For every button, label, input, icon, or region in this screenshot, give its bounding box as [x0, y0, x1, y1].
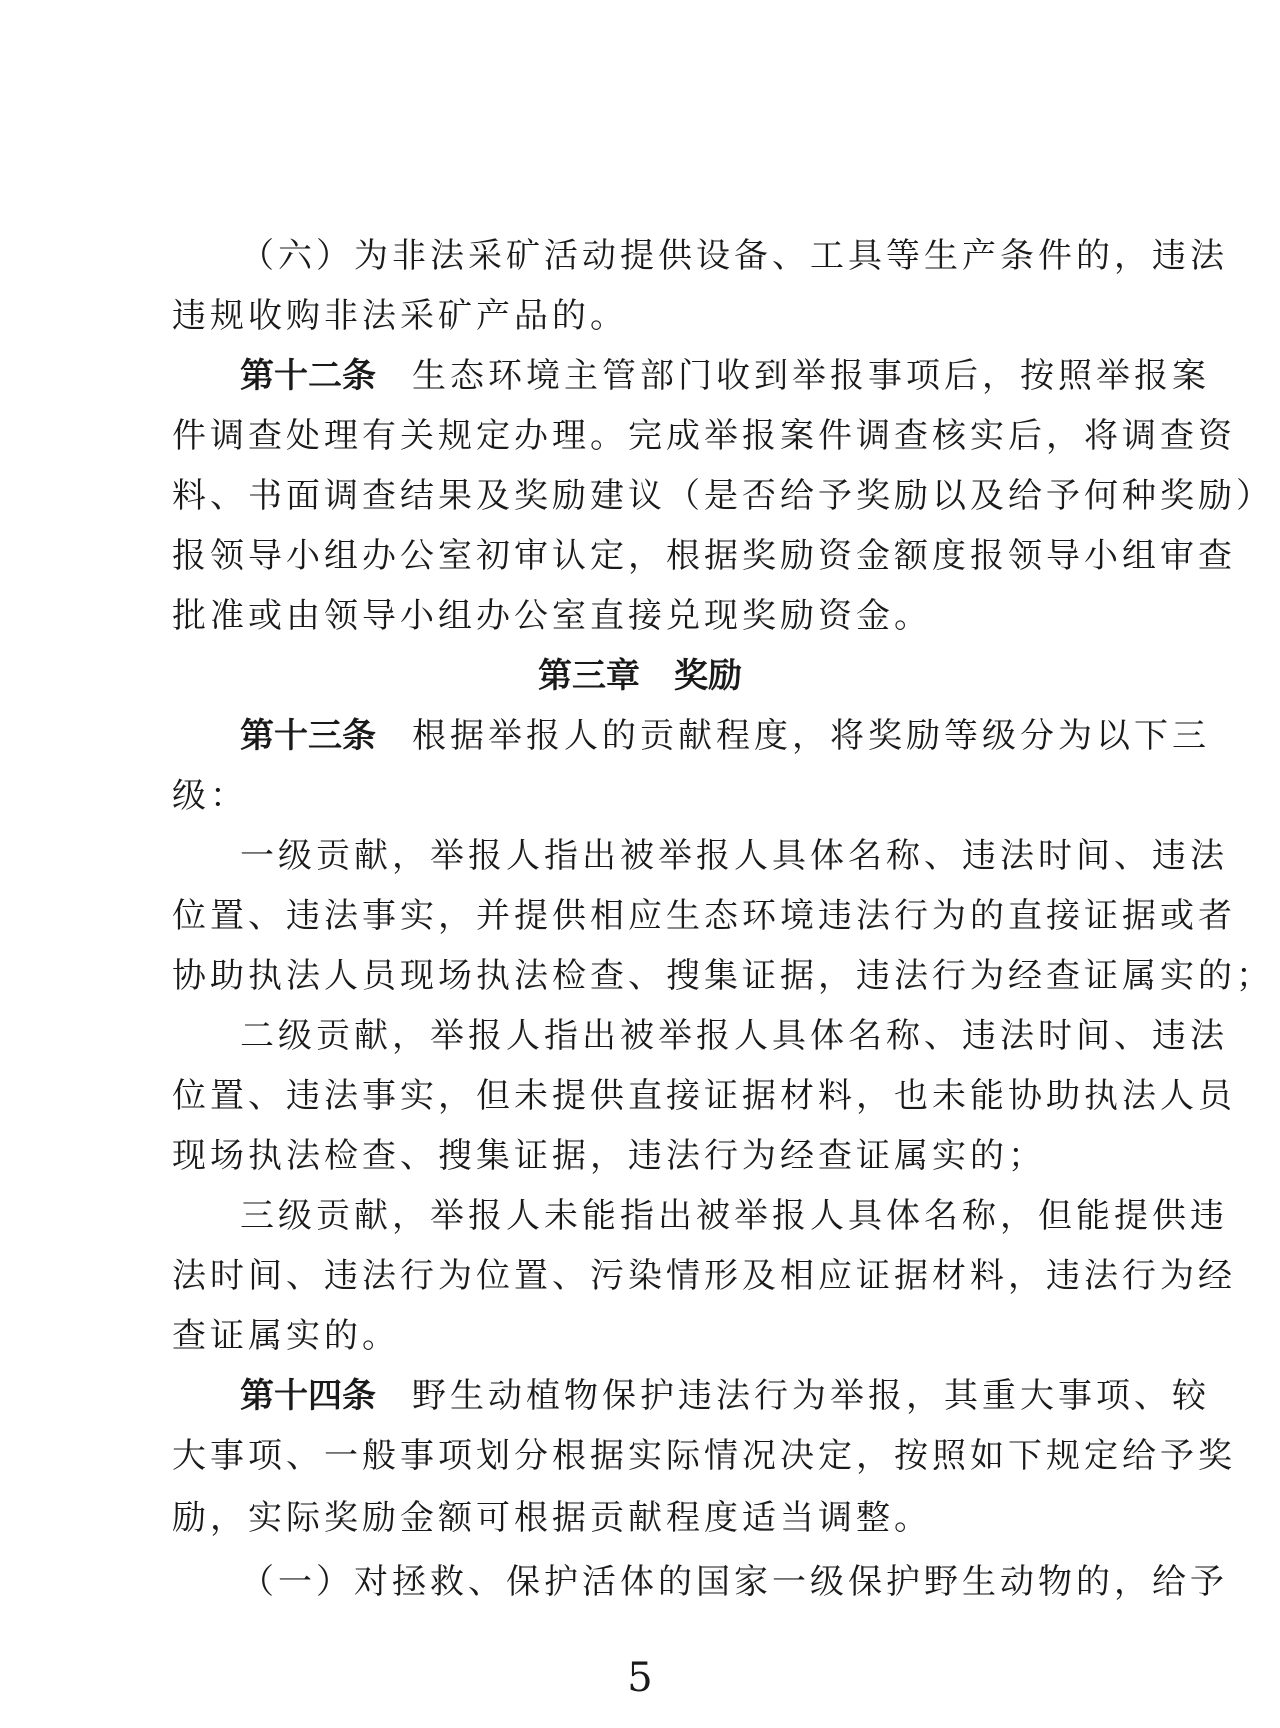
text-line: （六）为非法采矿活动提供设备、工具等生产条件的，违法 — [240, 236, 1228, 276]
text-line: 二级贡献，举报人指出被举报人具体名称、违法时间、违法 — [240, 1016, 1228, 1056]
chapter-heading: 第三章 奖励 — [538, 656, 742, 696]
text-line: 报领导小组办公室初审认定，根据奖励资金额度报领导小组审查 — [172, 536, 1236, 576]
text-line: 励，实际奖励金额可根据贡献程度适当调整。 — [172, 1498, 932, 1538]
text-line: 三级贡献，举报人未能指出被举报人具体名称，但能提供违 — [240, 1196, 1228, 1236]
text-line: 查证属实的。 — [172, 1316, 400, 1356]
text-line: 大事项、一般事项划分根据实际情况决定，按照如下规定给予奖 — [172, 1436, 1236, 1476]
text-line: 级： — [172, 776, 248, 816]
article-fourteen-line: 第十四条 野生动植物保护违法行为举报，其重大事项、较 — [240, 1376, 1210, 1416]
text-line: 批准或由领导小组办公室直接兑现奖励资金。 — [172, 596, 932, 636]
article-heading: 第十三条 — [240, 716, 376, 756]
text-line: 件调查处理有关规定办理。完成举报案件调查核实后，将调查资 — [172, 416, 1236, 456]
text-line: 违规收购非法采矿产品的。 — [172, 296, 628, 336]
text-line: 现场执法检查、搜集证据，违法行为经查证属实的； — [172, 1136, 1046, 1176]
text-line: 一级贡献，举报人指出被举报人具体名称、违法时间、违法 — [240, 836, 1228, 876]
text-line: 位置、违法事实，并提供相应生态环境违法行为的直接证据或者 — [172, 896, 1236, 936]
text-line: （一）对拯救、保护活体的国家一级保护野生动物的，给予 — [240, 1562, 1228, 1602]
text-line: 协助执法人员现场执法检查、搜集证据，违法行为经查证属实的； — [172, 956, 1274, 996]
page-number: 5 — [627, 1655, 653, 1701]
text-line: 料、书面调查结果及奖励建议（是否给予奖励以及给予何种奖励） — [172, 476, 1274, 516]
article-heading: 第十二条 — [240, 356, 376, 396]
text-line: 法时间、违法行为位置、污染情形及相应证据材料，违法行为经 — [172, 1256, 1236, 1296]
article-thirteen-line: 第十三条 根据举报人的贡献程度，将奖励等级分为以下三 — [240, 716, 1210, 756]
text-line: 位置、违法事实，但未提供直接证据材料，也未能协助执法人员 — [172, 1076, 1236, 1116]
article-heading: 第十四条 — [240, 1376, 376, 1416]
article-twelve-line: 第十二条 生态环境主管部门收到举报事项后，按照举报案 — [240, 356, 1210, 396]
